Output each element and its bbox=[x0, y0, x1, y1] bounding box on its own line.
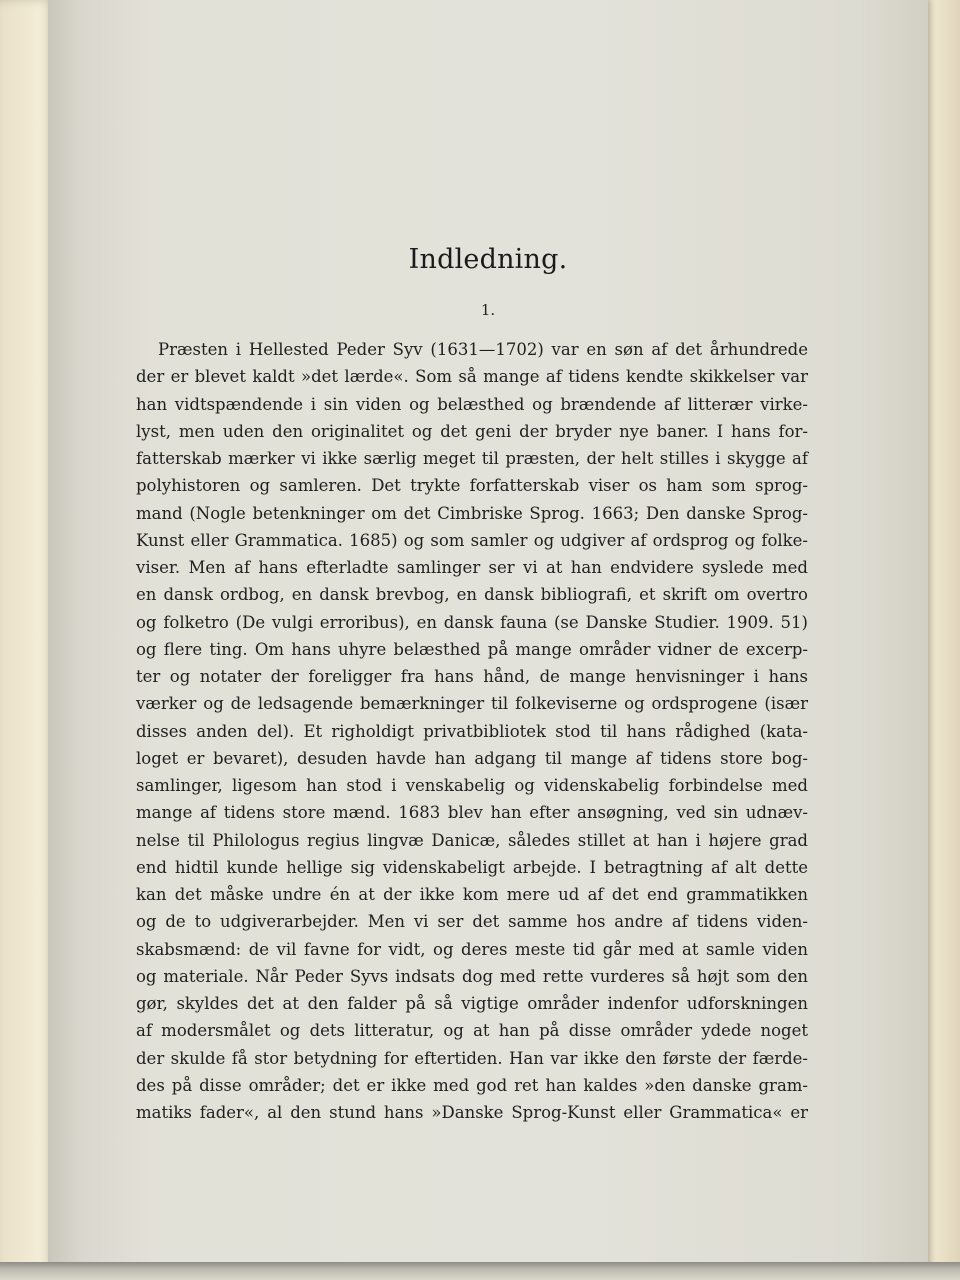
text-line: og flere ting. Om hans uhyre belæsthed på mange områder vidner de excerp- bbox=[136, 639, 808, 659]
text-line: skabsmænd: de vil favne for vidt, og deres meste tid går med at samle viden bbox=[136, 939, 808, 959]
text-line: disses anden del). Et righoldigt privatbibliotek stod til hans rådighed (kata- bbox=[136, 721, 808, 741]
text-line: matiks fader«, al den stund hans »Danske Sprog-Kunst eller Grammatica« er bbox=[136, 1103, 808, 1122]
text-line: han vidtspændende i sin viden og belæsthed og brændende af litterær virke- bbox=[136, 394, 808, 414]
text-line: en dansk ordbog, en dansk brevbog, en dansk bibliografi, et skrift om overtro bbox=[136, 585, 808, 605]
book-page bbox=[48, 0, 928, 1268]
text-line: end hidtil kunde hellige sig videnskabeligt arbejde. I betragtning af alt dette bbox=[136, 857, 808, 877]
text-line: og materiale. Når Peder Syvs indsats dog med rette vurderes så højt som den bbox=[136, 966, 808, 986]
text-line: og de to udgiverarbejder. Men vi ser det samme hos andre af tidens viden- bbox=[136, 912, 808, 932]
page-bottom-shadow bbox=[0, 1262, 960, 1280]
text-line: nelse til Philologus regius lingvæ Danicæ, således stillet at han i højere grad bbox=[136, 830, 808, 850]
text-line: loget er bevaret), desuden havde han adgang til mange af tidens store bog- bbox=[136, 748, 808, 768]
text-line: mand (Nogle betenkninger om det Cimbriske Sprog. 1663; Den danske Sprog- bbox=[136, 503, 808, 523]
text-line: lyst, men uden den originalitet og det geni der bryder nye baner. I hans for- bbox=[136, 421, 808, 441]
text-line: og folketro (De vulgi erroribus), en dansk fauna (se Danske Studier. 1909. 51) bbox=[136, 612, 808, 632]
text-line: værker og de ledsagende bemærkninger til folkeviserne og ordsprogene (især bbox=[136, 694, 808, 714]
text-line: ter og notater der foreligger fra hans hånd, de mange henvisninger i hans bbox=[136, 667, 808, 686]
section-number: 1. bbox=[480, 301, 496, 319]
text-line: gør, skyldes det at den falder på så vigtige områder indenfor udforskningen bbox=[136, 994, 808, 1013]
text-line: af modersmålet og dets litteratur, og at han på disse områder ydede noget bbox=[136, 1021, 808, 1041]
text-line: viser. Men af hans efterladte samlinger ser vi at han endvidere syslede med bbox=[136, 558, 808, 577]
chapter-title: Indledning. bbox=[408, 244, 568, 275]
text-line: kan det måske undre én at der ikke kom mere ud af det end grammatikken bbox=[136, 885, 808, 904]
body-text bbox=[136, 336, 808, 1126]
text-line: samlinger, ligesom han stod i venskabelig og videnskabelig forbindelse med bbox=[136, 776, 808, 795]
text-line: der skulde få stor betydning for eftertiden. Han var ikke den første der færde- bbox=[136, 1048, 808, 1068]
text-line: Kunst eller Grammatica. 1685) og som samler og udgiver af ordsprog og folke- bbox=[136, 530, 808, 550]
text-line: polyhistoren og samleren. Det trykte forfatterskab viser os ham som sprog- bbox=[136, 476, 808, 496]
text-line: der er blevet kaldt »det lærde«. Som så mange af tidens kendte skikkelser var bbox=[136, 367, 808, 387]
text-line: mange af tidens store mænd. 1683 blev han efter ansøgning, ved sin udnæv- bbox=[136, 803, 808, 823]
text-line: Præsten i Hellested Peder Syv (1631—1702) var en søn af det århundrede bbox=[158, 340, 808, 359]
text-line: fatterskab mærker vi ikke særlig meget til præsten, der helt stilles i skygge af bbox=[136, 449, 808, 468]
text-line: des på disse områder; det er ikke med god ret han kaldes »den danske gram- bbox=[136, 1075, 808, 1095]
